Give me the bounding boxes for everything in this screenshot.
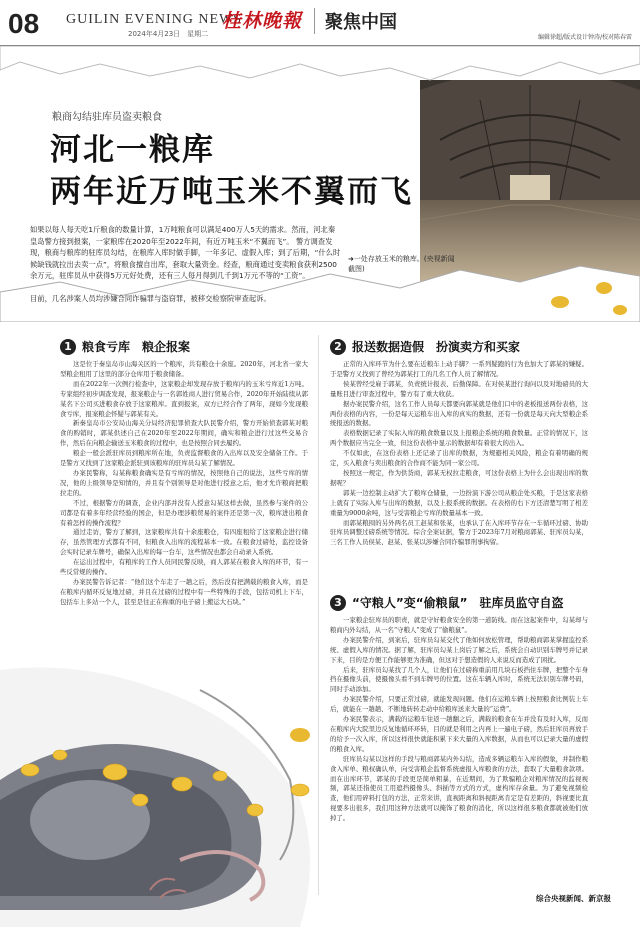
section-name: 聚焦中国 — [314, 8, 397, 34]
source-credit: 综合央视新闻、新京报 — [536, 894, 611, 903]
article-kicker: 粮商勾结驻库员盗卖粮食 — [52, 112, 162, 123]
rat-illustration — [0, 660, 330, 927]
paper-name: GUILIN EVENING NEWS — [66, 12, 243, 27]
section-1-body — [60, 360, 308, 660]
section-3-number: 3 — [330, 595, 346, 611]
section-3-paragraph: 后来，驻库员勾某找了几个人，让他们在过磅称重前用几块石板挡住车牌，把整个车身挡在摄像头前，使摄像头看不到车牌号的位置。这在车辆入库时，系统无法识别车牌号码，同时手动添加。 — [330, 665, 588, 694]
section-3-title: “守粮人”变“偷粮鼠” 驻库员监守自盗 — [352, 596, 564, 610]
masthead — [0, 0, 640, 46]
section-2-paragraph: 侯某曾经受雇于郭某，负责统计报表、后勤保障。在对侯某进行询问以及对地磅员的大量账目进行审查过程中，警方有了重大收获。 — [330, 379, 588, 398]
section-2-paragraph: 而郭某粮囤的另外两名员工赵某和张某，也承认了在入库环节存在一车循环过磅、协助驻库员调整过磅系统等情况。综合全案证据，警方于2023年7月对粮商郭某、驻库员勾某，三名工作人员侯某、赵某、张某以涉嫌合同诈骗罪刑事拘留。 — [330, 518, 588, 547]
editor-credits: 编辑徐超/版式设计钟涛/校对陈春雷 — [537, 34, 632, 41]
section-1-paragraph: 这是位于秦皇岛市山海关区的一个粮库，共有粮仓十余座。2020年，河北省一家大型粮企租用了这里的部分仓库用于粮食储备。 — [60, 360, 308, 378]
section-2-heading — [330, 338, 520, 355]
section-3-paragraph: 办案民警表示，满载的运粮车往返一趟翻之后，满载的粮食在车并没有及时入库，反而在粮库内大院里边反复地循环环转，目的就是利用之内再上一遍电子磅，然后驻库员再放手的给予一次入库，所以这样很快就能积累下来大量的入库数据，从而也可以记录大量的虚假的粮食入库。 — [330, 715, 588, 753]
section-3-paragraph: 驻库员勾某以这样的手段与粮商郭某内外勾结，造成多辆运粮车入库的假象，并制作粮食入库单、粮权确认单，向受害粮企监督系统虚报入库粮食的方法，套取了大量粮食款项。而在出库环节，郭某的手段更是简单粗暴，在近期间，为了欺骗粮企对粮库情况的监视视频，郭某还指使员工用遮挡摄像头、斜插等方式的方式，虚构库存余量。为了避免视频检查，他们用碎料打包的方法，正常来讲，直视距离和斜视距离肯定是有差距的，斜视要比直视要多出很多，我们用这种方法就可以掩饰了粮食的消化，所以这样很多粮食都就被他们放掉了。 — [330, 754, 588, 823]
torn-paper-top — [0, 46, 640, 86]
issue-date: 2024年4月23日 星期二 — [128, 30, 209, 38]
photo-caption: ➜一处存放玉米的粮库。(央视新闻截图) — [348, 255, 455, 273]
page-number: 08 — [8, 8, 40, 39]
section-2-paragraph: 郭某一边控制主动扩大了粮库仓储量，一边扮演下游公司从粮企处买粮，于是这家表格上就有了实际入库与出库的数据，以及上报系统的数据。在表格的右下方还清楚写明了相差重量为9000余吨，这与受害粮企亏库的数量基本一致。 — [330, 488, 588, 517]
section-2-title: 报送数据造假 扮演卖方和买家 — [352, 340, 521, 354]
section-1-paragraph: 新秦皇岛市公安局山海关分局经济犯罪侦查大队民警介绍，警方开始侦查郭某对粮食的购销时，郭某供述自己在2020年至2022年期间，确实和粮企进行过这些交易合作，然后在向粮企输送玉米粮食的过程中，也是按照合同去履约。 — [60, 419, 308, 448]
section-1-paragraph: 办案民警告诉记者：“他们这个车走了一趟之后，然后没有把满载的粮食入库，而是在粮库内循环反复地过磅，并且在过磅的过程中有一些特殊的手段，包括司机上下车，包括车上多站一个人，甚至是往正在称重的电子磅上搬运大石块。” — [60, 577, 308, 606]
section-2-number: 2 — [330, 339, 346, 355]
article-lead — [30, 224, 342, 282]
section-1-paragraph: 通过走访，警方了解到，这家粮库共有十余座粮仓，有四座租给了这家粮企进行储存，虽然管理方式都有不同，但粮食入出库的流程基本一致。在粮食过磅处，监控设备会实时记录车牌号，确保入出库的每一台车，这些情况也都会自动录入系统。 — [60, 528, 308, 557]
photo-caption-text: 一处存放玉米的粮库。(央视新闻截图) — [348, 255, 455, 273]
section-1-paragraph: 不过，根据警方的调查，企业内部并没有人授意勾某这样去做，虽然参与案件的公司都是有着多年经营经验的国企，但是办理涉粮贸易的案件还是第一次，粮库进出粮食有着怎样的操作流程？ — [60, 498, 308, 527]
section-1-heading — [60, 338, 190, 355]
section-2-paragraph: 据办案民警介绍，这名工作人员每天都要向郭某就是他们口中的老板报送两份表格，这两份表格的内容，一份是每天运粮车出入库的真实的数据，还有一份就是每天向大型粮企系统报送的数据。 — [330, 399, 588, 428]
section-2-paragraph: 表格数据记录了实际入库的粮食数量以及上报粮企系统的粮食数量。正常的情况下，这两个数据应当完全一致，但这份表格中显示的数据却有着很大的出入。 — [330, 429, 588, 448]
intro-paragraph-2: 目前，几名涉案人员均涉嫌合同诈骗罪与盗窃罪，被移交检察院审查起诉。 — [30, 294, 271, 303]
section-1-paragraph: 办案民警称，勾某称粮食确实是有亏库的情况，按照他自己的说法，这些亏库的情况，他的上级领导是知情的，并且有个别领导是对他进行授意之后，他才允许粮商把粮拉走的。 — [60, 468, 308, 497]
section-2-paragraph: 不仅如此，在这份表格上还记录了出库的数据，为规避相关风险，粮企有着明确的规定，买入粮食与卖出粮食的合作商不能为同一家公司。 — [330, 449, 588, 468]
newspaper-logo: 桂林晚報 — [222, 10, 303, 32]
section-1-paragraph: 粮企一般会派驻库员到粮库所在地，负责监督粮食的入出库以及安全储备工作。于是警方又找到了这家粮企派驻到该粮库的驻库员勾某了解情况。 — [60, 449, 308, 468]
section-1-paragraph: 在运出过程中，有粮库的工作人员同民警反映，商人郭某在粮食入库的环节，有一些反常规的操作。 — [60, 558, 308, 577]
section-3-paragraph: 一家粮企驻库员的职责，就是守好粮食安全的第一道防线。而在这起案件中，勾某却与粮商内外勾结，从一名“守粮人”变成了“偷粮鼠”。 — [330, 616, 588, 634]
section-1-title: 粮食亏库 粮企报案 — [82, 340, 191, 354]
lead-paragraph: 如果以每人每天吃1斤粮食的数量计算，1万吨粮食可以满足400万人5天的需求。然而，河北秦皇岛警方接到报案，一家粮库在2020年至2022年间，有近万吨玉米“不翼而飞”。 — [30, 225, 336, 246]
headline-line-2: 两年近万吨玉米不翼而飞 — [50, 174, 413, 210]
headline-line-1: 河北一粮库 — [50, 132, 215, 168]
section-3-paragraph: 办案民警介绍，只要正常过磅，就能发现问题。他们在运粮车辆上按照粮食比例装上车后，就能在一趟趟、不断地转转走动中给粮库送来大量的“运费”。 — [330, 695, 588, 714]
section-2-paragraph: 按照这一规定，作为供货商，郭某无权拉走粮食，可这份表格上为什么会出现出库的数据呢？ — [330, 468, 588, 487]
section-3-body — [330, 616, 588, 888]
section-2-paragraph: 正常的入库环节为什么要在近粮车上动手脚？一系列疑跑的行为也加大了郭某的嫌疑。于是警方又找到了曾经为郭某打工的几名工作人员了解情况。 — [330, 360, 588, 378]
section-3-heading — [330, 594, 564, 611]
section-3-paragraph: 办案民警介绍，到案后，驻库员勾某交代了他如何放松管理，帮助粮商郭某掌握监控系统、虚假入库的情况。据了解，驻库员勾某上岗后了解之后，系统会自动识别车牌号并记录下来，目的是方便工作能够更为准确，但这对于想造假的人来说反而造成了困扰。 — [330, 635, 588, 664]
intro-paragraph: 警方调查发现，粮商与粮库的驻库员勾结，在粮库入库时做手脚，一年多记、虚假入库；到了后期，“什么时候缺钱就拉出去卖一点”，将粮食擅自出库，套取大量资金。经查，粮商通过变卖粮食获利2500余万元，驻库员从中获得5万元好处费，还有三人每月得到几千到1万元不等的“工资”。 — [30, 236, 341, 280]
section-1-number: 1 — [60, 339, 76, 355]
section-1-paragraph: 而在2022年一次例行检查中，这家粮企却发现存放于粮库内的玉米亏库近1万吨。专家组经初步调查发现，报案粮企与一名郭姓商人进行贸易合作，2020年开始陆续从郭某名下公司买进粮食存放于这家粮库。直到报案，双方已经合作了两年，现如今发现粮食亏库，报案粮企怀疑与郭某有关。 — [60, 379, 308, 418]
section-2-body — [330, 360, 588, 582]
